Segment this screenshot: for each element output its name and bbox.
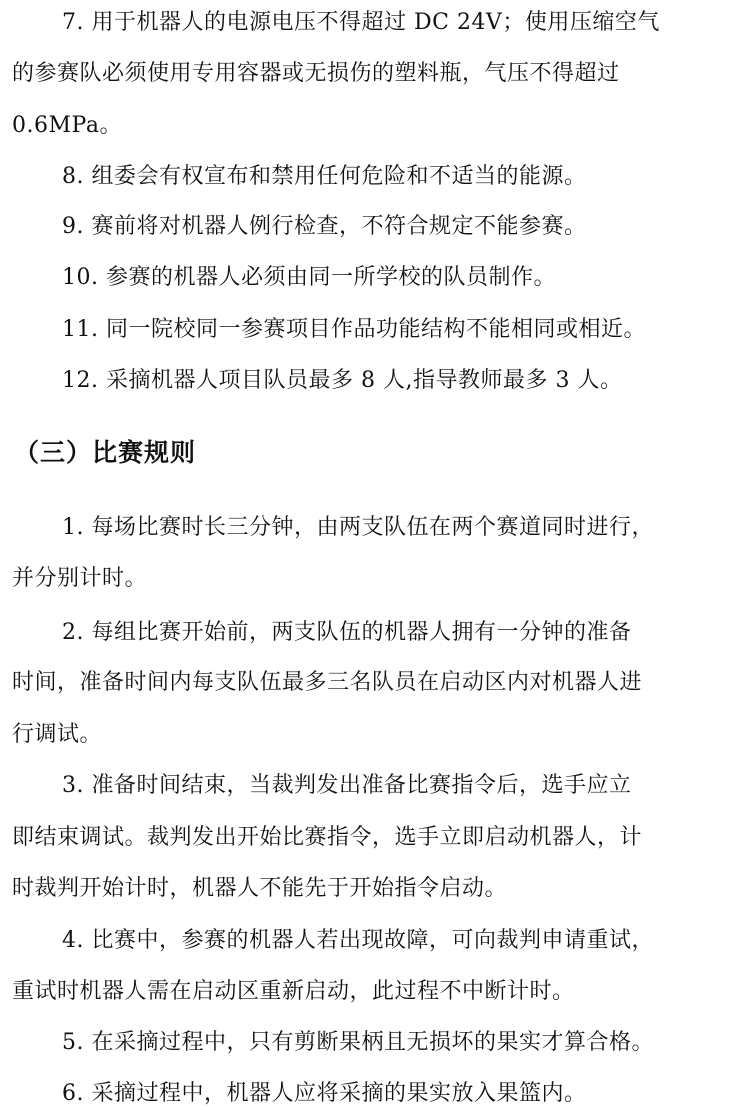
rule-item-11: 11. 同一院校同一参赛项目作品功能结构不能相同或相近。 bbox=[62, 317, 646, 342]
competition-rule-4-line-1: 4. 比赛中，参赛的机器人若出现故障，可向裁判申请重试， bbox=[62, 928, 654, 953]
rule-item-9: 9. 赛前将对机器人例行检查，不符合规定不能参赛。 bbox=[62, 214, 587, 239]
competition-rule-1-line-1: 1. 每场比赛时长三分钟，由两支队伍在两个赛道同时进行， bbox=[62, 515, 654, 540]
competition-rule-3-line-2: 即结束调试。裁判发出开始比赛指令，选手立即启动机器人，计 bbox=[12, 825, 643, 850]
rule-item-12: 12. 采摘机器人项目队员最多 8 人,指导教师最多 3 人。 bbox=[62, 368, 623, 393]
rule-item-10: 10. 参赛的机器人必须由同一所学校的队员制作。 bbox=[62, 265, 556, 290]
rule-item-8: 8. 组委会有权宣布和禁用任何危险和不适当的能源。 bbox=[62, 164, 587, 189]
competition-rule-4-line-2: 重试时机器人需在启动区重新启动，此过程不中断计时。 bbox=[12, 979, 575, 1004]
competition-rule-2-line-3: 行调试。 bbox=[12, 722, 103, 747]
rule-item-7-line-1: 7. 用于机器人的电源电压不得超过 DC 24V；使用压缩空气 bbox=[62, 10, 660, 35]
competition-rule-2-line-1: 2. 每组比赛开始前，两支队伍的机器人拥有一分钟的准备 bbox=[62, 620, 632, 645]
rule-item-7-line-2: 的参赛队必须使用专用容器或无损伤的塑料瓶，气压不得超过 bbox=[12, 61, 620, 86]
competition-rule-1-line-2: 并分别计时。 bbox=[12, 566, 148, 591]
rule-item-7-line-3: 0.6MPa。 bbox=[12, 113, 122, 138]
competition-rule-3-line-3: 时裁判开始计时，机器人不能先于开始指令启动。 bbox=[12, 876, 508, 901]
competition-rule-5: 5. 在采摘过程中，只有剪断果柄且无损坏的果实才算合格。 bbox=[62, 1030, 654, 1055]
competition-rule-3-line-1: 3. 准备时间结束，当裁判发出准备比赛指令后，选手应立 bbox=[62, 773, 632, 798]
section-heading: （三）比赛规则 bbox=[14, 438, 197, 467]
competition-rule-6: 6. 采摘过程中，机器人应将采摘的果实放入果篮内。 bbox=[62, 1081, 587, 1106]
competition-rule-2-line-2: 时间，准备时间内每支队伍最多三名队员在启动区内对机器人进 bbox=[12, 670, 643, 695]
